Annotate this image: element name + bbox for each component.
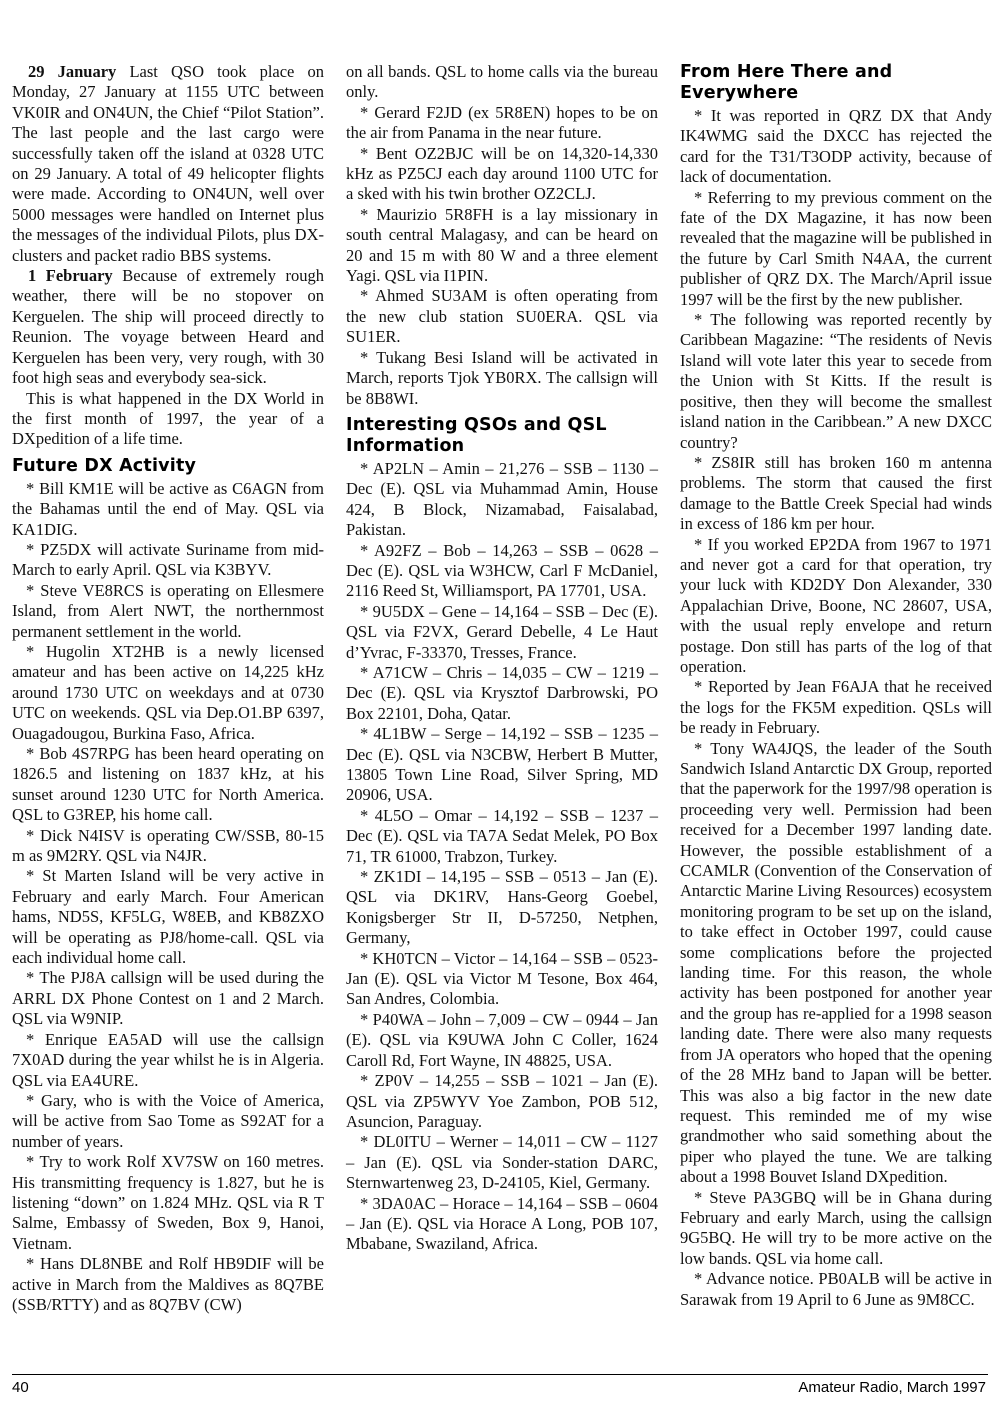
list-item: * Bill KM1E will be active as C6AGN from the Bahamas until the end of May. QSL via KA1DIG. [12, 478, 324, 539]
list-item: * Tukang Besi Island will be activated in March, reports Tjok YB0RX. The callsign will be 8B8WI. [346, 347, 658, 408]
column-3 [680, 62, 992, 1310]
list-item: * Steve PA3GBQ will be in Ghana during February and early March, using the callsign 9G5BQ. He will try to be more active on the low bands. QSL via home call. [680, 1187, 992, 1268]
section-heading-from-here-there: From Here There and Everywhere [680, 62, 893, 103]
list-item: * Tony WA4JQS, the leader of the South Sandwich Island Antarctic DX Group, reported that the paperwork for the 1997/98 operation is proceeding very well. Permission had been received for a December 1997 landing date. However, the possible establishment of a CCAMLR (Convention of the Conservation of Antarctic Marine Living Resources) ecosystem monitoring program to be set up on the island, to take effect in October 1997, could cause some complications before the projected landing time. For this reason, the whole activity has been postponed for another year and the group has re-applied for a 1998 season landing date. There were also many requests from JA operators who hoped that the opening of the 28 MHz band to Japan will be better. This was also a big factor in the new date request. This reminded me of my wise grandmother who said something about the piper who played the tune. We are talking about a 1998 Bouvet Island DXpedition. [680, 738, 992, 1187]
list-item: * Hugolin XT2HB is a newly licensed amateur and has been active on 14,225 kHz around 1730 UTC on weekdays and at 0730 UTC on weekends. QSL via Dep.O1.BP 6397, Ouagadougou, Burkina Faso, Africa. [12, 641, 324, 743]
footer-divider [12, 1374, 988, 1375]
column-2 [346, 62, 658, 1255]
section-heading-interesting-qsos: Interesting QSOs and QSL Information [346, 414, 607, 456]
list-item: * ZP0V – 14,255 – SSB – 1021 – Jan (E). QSL via ZP5WYV Yoe Zambon, POB 512, Asuncion, Paraguay. [346, 1071, 658, 1131]
list-item: * Gary, who is with the Voice of America, will be active from Sao Tome as S92AT for a number of years. [12, 1090, 324, 1151]
list-item: * Dick N4ISV is operating CW/SSB, 80-15 m as 9M2RY. QSL via N4JR. [12, 825, 324, 866]
list-item: * KH0TCN – Victor – 14,164 – SSB – 0523- Jan (E). QSL via Victor M Tesone, Box 464, San Andres, Colombia. [346, 948, 658, 1009]
list-item: * PZ5DX will activate Suriname from mid-March to early April. QSL via K3BYV. [12, 539, 324, 580]
list-item: * ZK1DI – 14,195 – SSB – 0513 – Jan (E). QSL via DK1RV, Hans-Georg Goebel, Konigsberger Str II, D-57250, Netphen, Germany, [346, 867, 658, 948]
list-item: * Bob 4S7RPG has been heard operating on 1826.5 and listening on 1837 kHz, at his sunset around 1230 UTC for North America. QSL to G3REP, his home call. [12, 744, 324, 825]
list-item: * A71CW – Chris – 14,035 – CW – 1219 – Dec (E). QSL via Krysztof Darbrowski, PO Box 22101, Doha, Qatar. [346, 662, 658, 723]
list-item: * 9U5DX – Gene – 14,164 – SSB – Dec (E). QSL via F2VX, Gerard Debelle, 4 Le Haut d’Yvrac, F-33370, Tresses, France. [346, 601, 658, 662]
list-item: * Try to work Rolf XV7SW on 160 metres. His transmitting frequency is 1.827, but he is listening “down” on 1.824 MHz. QSL via R T Salme, Embassy of Sweden, Box 9, Hanoi, Vietnam. [12, 1152, 324, 1253]
list-item: * Gerard F2JD (ex 5R8EN) hopes to be on the air from Panama in the near future. [346, 102, 658, 143]
column-1 [12, 62, 324, 1315]
list-item: * DL0ITU – Werner – 14,011 – CW – 1127 – Jan (E). QSL via Sonder-station DARC, Sternwartenweg 23, D-24105, Kiel, Germany. [346, 1132, 658, 1193]
list-item: * Reported by Jean F6AJA that he received the logs for the FK5M expedition. QSLs will be ready in February. [680, 677, 992, 738]
paragraph-text: Because of extremely rough weather, there will be no stopover on Kerguelen. The ship will proceed directly to Reunion. The voyage between Heard and Kerguelen has been very, very rough, with 30 foot high seas and everybody sea-sick. [12, 266, 324, 388]
publication-footer: Amateur Radio, March 1997 [798, 1379, 986, 1396]
list-item: * A92FZ – Bob – 14,263 – SSB – 0628 – Dec (E). QSL via W3HCW, Carl F McDaniel, 2116 Reed St, Williamsport, PA 17701, USA. [346, 540, 658, 601]
list-item: * Steve VE8RCS is operating on Ellesmere Island, from Alert NWT, the northernmost permanent settlement in the world. [12, 580, 324, 641]
list-item: * ZS8IR still has broken 160 m antenna problems. The storm that caused the first damage to the Battle Creek Special had winds in excess of 186 km per hour. [680, 452, 992, 534]
list-item: * Referring to my previous comment on the fate of the DX Magazine, it has now been revealed that the magazine will be published in the future by Carl Smith N4AA, the current publisher of QRZ DX. The March/April issue 1997 will be the first by the new publisher. [680, 187, 992, 309]
list-item: * 4L1BW – Serge – 14,192 – SSB – 1235 – Dec (E). QSL via N3CBW, Herbert B Mutter, 13805 Town Line Road, Silver Spring, MD 20906, USA. [346, 724, 658, 805]
section-heading-future-dx-activity: Future DX Activity [12, 455, 197, 476]
page-number: 40 [12, 1379, 29, 1396]
list-item: * Hans DL8NBE and Rolf HB9DIF will be active in March from the Maldives as 8Q7BE (SSB/RTTY) and as 8Q7BV (CW) [12, 1254, 324, 1314]
list-item: * Advance notice. PB0ALB will be active in Sarawak from 19 April to 6 June as 9M8CC. [680, 1269, 992, 1309]
paragraph [12, 62, 324, 266]
list-item: * If you worked EP2DA from 1967 to 1971 and never got a card for that operation, try your luck with KD2DY Don Alexander, 330 Appalachian Drive, Boone, NC 28607, USA, with the usual reply envelope and return postage. Don still has parts of the log of that operation. [680, 534, 992, 676]
list-item: * Enrique EA5AD will use the callsign 7X0AD during the year whilst he is in Algeria. QSL via EA4URE. [12, 1029, 324, 1090]
list-item: * Maurizio 5R8FH is a lay missionary in south central Malagasy, and can be heard on 20 and 15 m with 80 W and a three element Yagi. QSL via I1PIN. [346, 204, 658, 286]
list-item: * Bent OZ2BJC will be on 14,320-14,330 kHz as PZ5CJ each day around 1100 UTC for a sked with his twin brother OZ2CLJ. [346, 143, 658, 204]
list-item: * The PJ8A callsign will be used during the ARRL DX Phone Contest on 1 and 2 March. QSL via W9NIP. [12, 968, 324, 1029]
list-item: * St Marten Island will be very active in February and early March. Four American hams, ND5S, KF5LG, W8EB, and KB8ZXO will be operating as PJ8/home-call. QSL via each individual home call. [12, 866, 324, 968]
date-lead: 29 January [28, 62, 117, 81]
list-item: * AP2LN – Amin – 21,276 – SSB – 1130 – Dec (E). QSL via Muhammad Amin, House 424, B Block, Nizamabad, Faisalabad, Pakistan. [346, 458, 658, 540]
paragraph-text: Last QSO took place on Monday, 27 January at 1155 UTC between VK0IR and ON4UN, the Chief “Pilot Station”. The last people and the last cargo were successfully taken off the island at 0328 UTC on 29 January. A total of 49 helicopter flights were made. According to ON4UN, well over 5000 messages were handled on Internet plus the messages of the individual Pilots, plus DX-clusters and packet radio BBS systems. [12, 62, 324, 265]
paragraph: This is what happened in the DX World in the first month of 1997, the year of a DXpedition of a life time. [12, 388, 324, 449]
list-item: * Ahmed SU3AM is often operating from the new club station SU0ERA. QSL via SU1ER. [346, 286, 658, 347]
list-item: * P40WA – John – 7,009 – CW – 0944 – Jan (E). QSL via K9UWA John C Coller, 1624 Caroll Rd, Fort Wayne, IN 48825, USA. [346, 1009, 658, 1070]
list-item: * 4L5O – Omar – 14,192 – SSB – 1237 – Dec (E). QSL via TA7A Sedat Melek, PO Box 71, TR 61000, Trabzon, Turkey. [346, 805, 658, 866]
paragraph [12, 266, 324, 388]
list-item: * 3DA0AC – Horace – 14,164 – SSB – 0604 – Jan (E). QSL via Horace A Long, POB 107, Mbabane, Swaziland, Africa. [346, 1193, 658, 1254]
list-item: on all bands. QSL to home calls via the bureau only. [346, 62, 658, 102]
date-lead: 1 February [28, 266, 113, 286]
list-item: * The following was reported recently by Caribbean Magazine: “The residents of Nevis Island will vote later this year to secede from the Union with St Kitts. If the result is positive, then they will become the smallest island nation in the Caribbean.” A new DXCC country? [680, 310, 992, 452]
list-item: * It was reported in QRZ DX that Andy IK4WMG said the DXCC has rejected the card for the T31/T3ODP activity, because of lack of documentation. [680, 106, 992, 187]
